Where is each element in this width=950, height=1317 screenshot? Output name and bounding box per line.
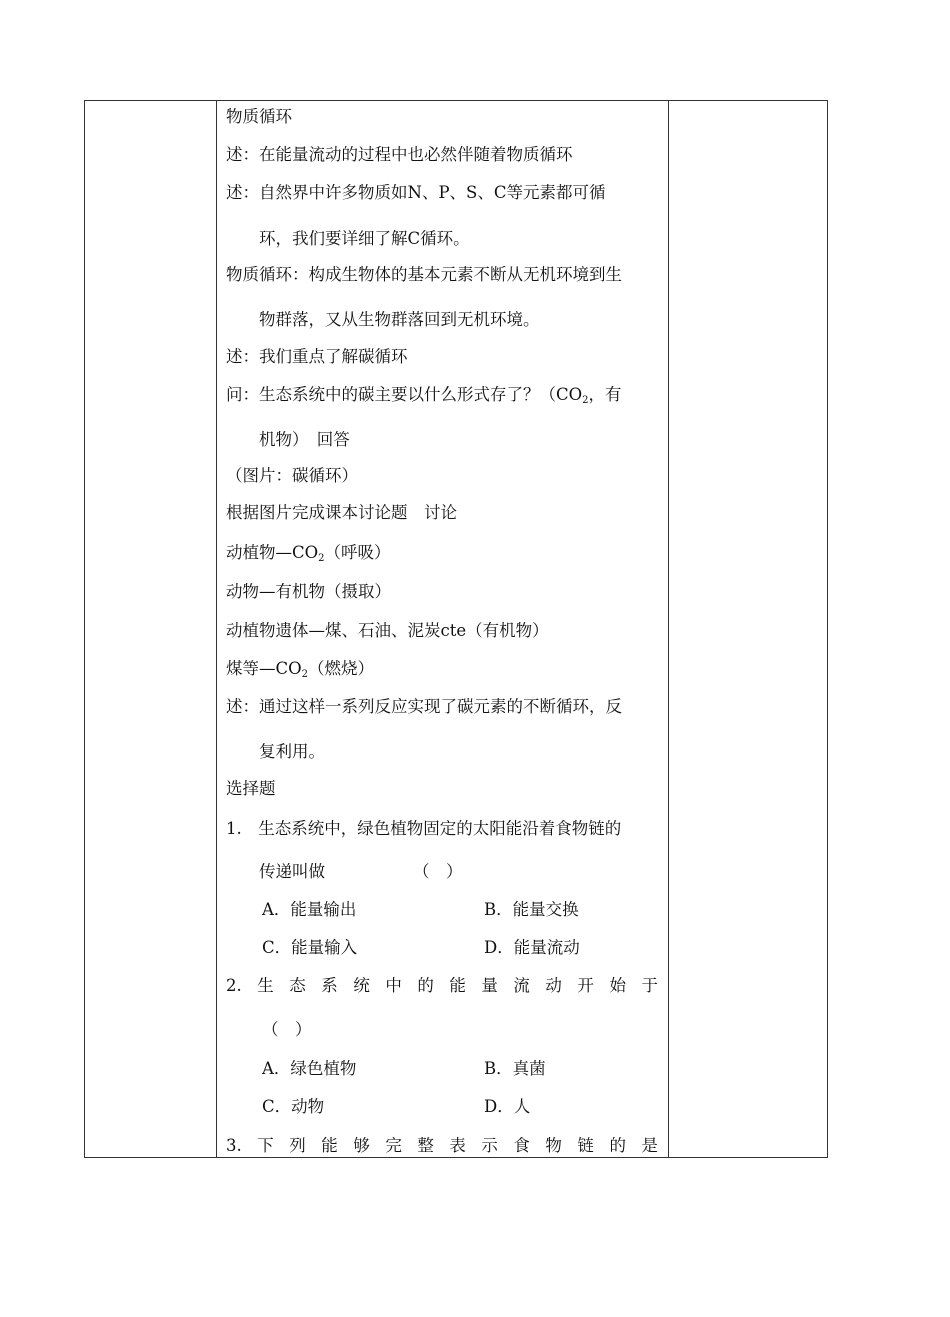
section-heading: 物质循环 [226, 107, 292, 126]
option-1D: D．能量流动 [484, 938, 580, 957]
answer-blank-1: （ ） [413, 862, 463, 881]
choice-section-title: 选择题 [226, 779, 276, 798]
discussion-item-2: 动物—有机物（摄取） [226, 582, 391, 601]
statement-4-line2: 复利用。 [259, 742, 325, 761]
option-2A: A．绿色植物 [262, 1059, 357, 1078]
statement-3: 述：我们重点了解碳循环 [226, 347, 408, 366]
definition-line2: 物群落，又从生物群落回到无机环境。 [259, 310, 540, 329]
option-1C: C．能量输入 [262, 938, 358, 957]
option-2C: C．动物 [262, 1097, 325, 1116]
discussion-task: 根据图片完成课本讨论题 讨论 [226, 503, 457, 522]
discussion-item-4: 煤等$—CO_2$（燃烧） [226, 659, 375, 680]
choice-question-2: 2. 生 态 系 统 中 的 能 量 流 动 开 始 于 [226, 976, 658, 995]
definition-line1: 物质循环：构成生物体的基本元素不断从无机环境到生 [226, 265, 622, 284]
option-1B: B．能量交换 [484, 900, 579, 919]
answer-blank-2: （ ） [262, 1020, 312, 1039]
choice-question-1-cont: 传递叫做 [259, 862, 325, 881]
statement-4-line1: 述：通过这样一系列反应实现了碳元素的不断循环，反 [226, 697, 622, 716]
option-2B: B．真菌 [484, 1059, 546, 1078]
option-2D: D．人 [484, 1097, 531, 1116]
choice-question-3: 3. 下 列 能 够 完 整 表 示 食 物 链 的 是 [226, 1136, 658, 1155]
statement-1: 述：在能量流动的过程中也必然伴随着物质循环 [226, 145, 573, 164]
choice-question-1: 1. 生态系统中，绿色植物固定的太阳能沿着食物链的 [226, 819, 622, 838]
question-1-line2: 机物） 回答 [259, 430, 350, 449]
column-divider-left [216, 101, 217, 1157]
statement-2-line2: 环，我们要详细了解C循环。 [259, 229, 470, 248]
picture-caption: （图片：碳循环） [226, 466, 358, 485]
option-1A: A．能量输出 [262, 900, 357, 919]
statement-2-line1: 述：自然界中许多物质如N、P、S、C等元素都可循 [226, 183, 606, 202]
question-1-line1: 问：生态系统中的碳主要以什么形式存了？（$CO_2$，有 [226, 385, 622, 406]
discussion-item-3: 动植物遗体—煤、石油、泥炭cte（有机物） [226, 621, 549, 640]
discussion-item-1: 动植物$—CO_2$（呼吸） [226, 543, 391, 564]
column-divider-right [668, 101, 669, 1157]
